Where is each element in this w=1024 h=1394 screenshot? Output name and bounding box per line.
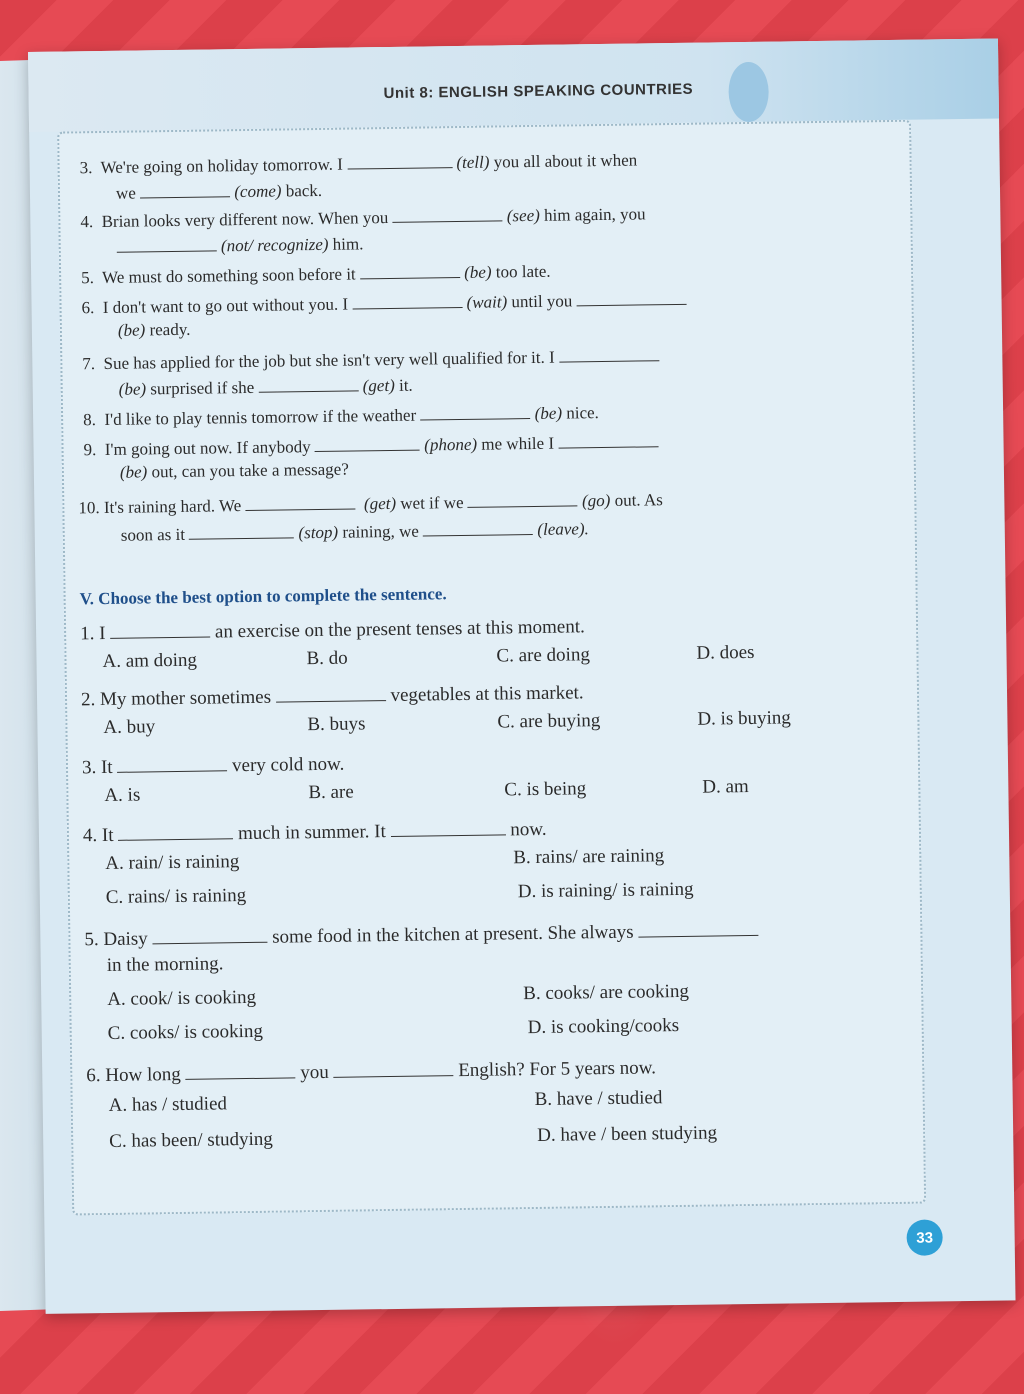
answer-blank[interactable] [392, 203, 502, 223]
page-number: 33 [906, 1219, 942, 1255]
answer-blank[interactable] [638, 916, 758, 938]
question-10: 10. It's raining hard. We (get) wet if we (go) out. As [78, 490, 663, 518]
option[interactable]: C. is being [504, 778, 587, 801]
answer-blank[interactable] [245, 491, 355, 511]
mc-question-6: 6. How long you English? For 5 years now. [86, 1057, 657, 1087]
answer-blank[interactable] [185, 1058, 295, 1080]
answer-blank[interactable] [258, 373, 358, 392]
answer-blank[interactable] [118, 819, 233, 841]
answer-blank[interactable] [423, 517, 533, 537]
mc-question-3: 3. It very cold now. [82, 750, 345, 780]
question-7-line2: (be) surprised if she (get) it. [119, 373, 413, 400]
workbook-page [28, 38, 1016, 1313]
mc-question-2: 2. My mother sometimes vegetables at this market. [80, 682, 584, 711]
option[interactable]: D. is cooking/cooks [527, 1015, 680, 1039]
answer-blank[interactable] [189, 520, 294, 539]
answer-blank[interactable] [110, 618, 210, 639]
question-9-line2: (be) out, can you take a message? [119, 459, 349, 482]
question-5: 5. We must do something soon before it (be) too late. [81, 261, 551, 288]
answer-blank[interactable] [117, 233, 217, 252]
option[interactable]: A. cook/ is cooking [107, 986, 257, 1010]
mc-question-1: 1. I an exercise on the present tenses at this moment. [79, 616, 585, 645]
answer-blank[interactable] [117, 751, 227, 773]
question-3-line2: we (come) back. [115, 180, 323, 203]
option[interactable]: D. does [696, 641, 755, 664]
question-9: 9. I'm going out now. If anybody (phone) me while I [83, 429, 658, 460]
option[interactable]: A. am doing [102, 649, 198, 673]
header-decoration [728, 62, 769, 123]
option[interactable]: C. are buying [497, 710, 601, 733]
option[interactable]: D. am [702, 776, 749, 798]
answer-blank[interactable] [315, 433, 420, 452]
exercise-box [57, 120, 926, 1216]
question-3: 3. We're going on holiday tomorrow. I (tell) you all about it when [79, 150, 638, 178]
mc-question-5: 5. Daisy some food in the kitchen at present. She always [84, 916, 758, 951]
answer-blank[interactable] [559, 343, 659, 362]
answer-blank[interactable] [152, 923, 267, 945]
question-10-line2: soon as it (stop) raining, we (leave). [121, 516, 589, 546]
answer-blank[interactable] [140, 179, 230, 198]
mc-question-5-line2: in the morning. [106, 953, 224, 976]
option[interactable]: B. cooks/ are cooking [523, 980, 690, 1005]
mc-question-4: 4. It much in summer. It now. [83, 815, 547, 847]
answer-blank[interactable] [333, 1056, 453, 1078]
answer-blank[interactable] [360, 260, 460, 279]
answer-blank[interactable] [468, 488, 578, 508]
option[interactable]: C. cooks/ is cooking [107, 1020, 264, 1044]
option[interactable]: B. rains/ are raining [513, 845, 665, 869]
section-v-title: V. Choose the best option to complete the sentence. [79, 584, 447, 609]
answer-blank[interactable] [576, 287, 686, 307]
question-4: 4. Brian looks very different now. When you (see) him again, you [80, 204, 646, 232]
option[interactable]: A. has / studied [108, 1093, 228, 1116]
question-7: 7. Sue has applied for the job but she isn't very well qualified for it. I [82, 343, 659, 374]
option[interactable]: C. has been/ studying [109, 1128, 273, 1152]
question-4-line2: (not/ recognize) him. [117, 231, 364, 257]
answer-blank[interactable] [276, 681, 386, 703]
answer-blank[interactable] [390, 815, 505, 837]
option[interactable]: C. rains/ is raining [105, 885, 247, 908]
option[interactable]: B. are [308, 781, 354, 804]
option[interactable]: B. buys [307, 713, 366, 736]
option[interactable]: A. rain/ is raining [105, 851, 240, 874]
question-8: 8. I'd like to play tennis tomorrow if the weather (be) nice. [83, 400, 599, 430]
unit-title: Unit 8: ENGLISH SPEAKING COUNTRIES [383, 80, 694, 103]
option[interactable]: D. is buying [697, 707, 791, 730]
answer-blank[interactable] [558, 429, 658, 448]
option[interactable]: A. buy [103, 716, 156, 739]
answer-blank[interactable] [420, 401, 530, 421]
option[interactable]: B. do [306, 647, 348, 670]
option[interactable]: C. are doing [496, 644, 591, 667]
option[interactable]: D. is raining/ is raining [517, 878, 694, 903]
option[interactable]: B. have / studied [534, 1087, 663, 1111]
question-6: 6. I don't want to go out without you. I (wait) until you [81, 287, 686, 318]
option[interactable]: A. is [104, 784, 141, 807]
answer-blank[interactable] [347, 150, 452, 169]
option[interactable]: D. have / been studying [537, 1122, 718, 1146]
question-6-line2: (be) ready. [117, 319, 191, 340]
answer-blank[interactable] [352, 290, 462, 310]
